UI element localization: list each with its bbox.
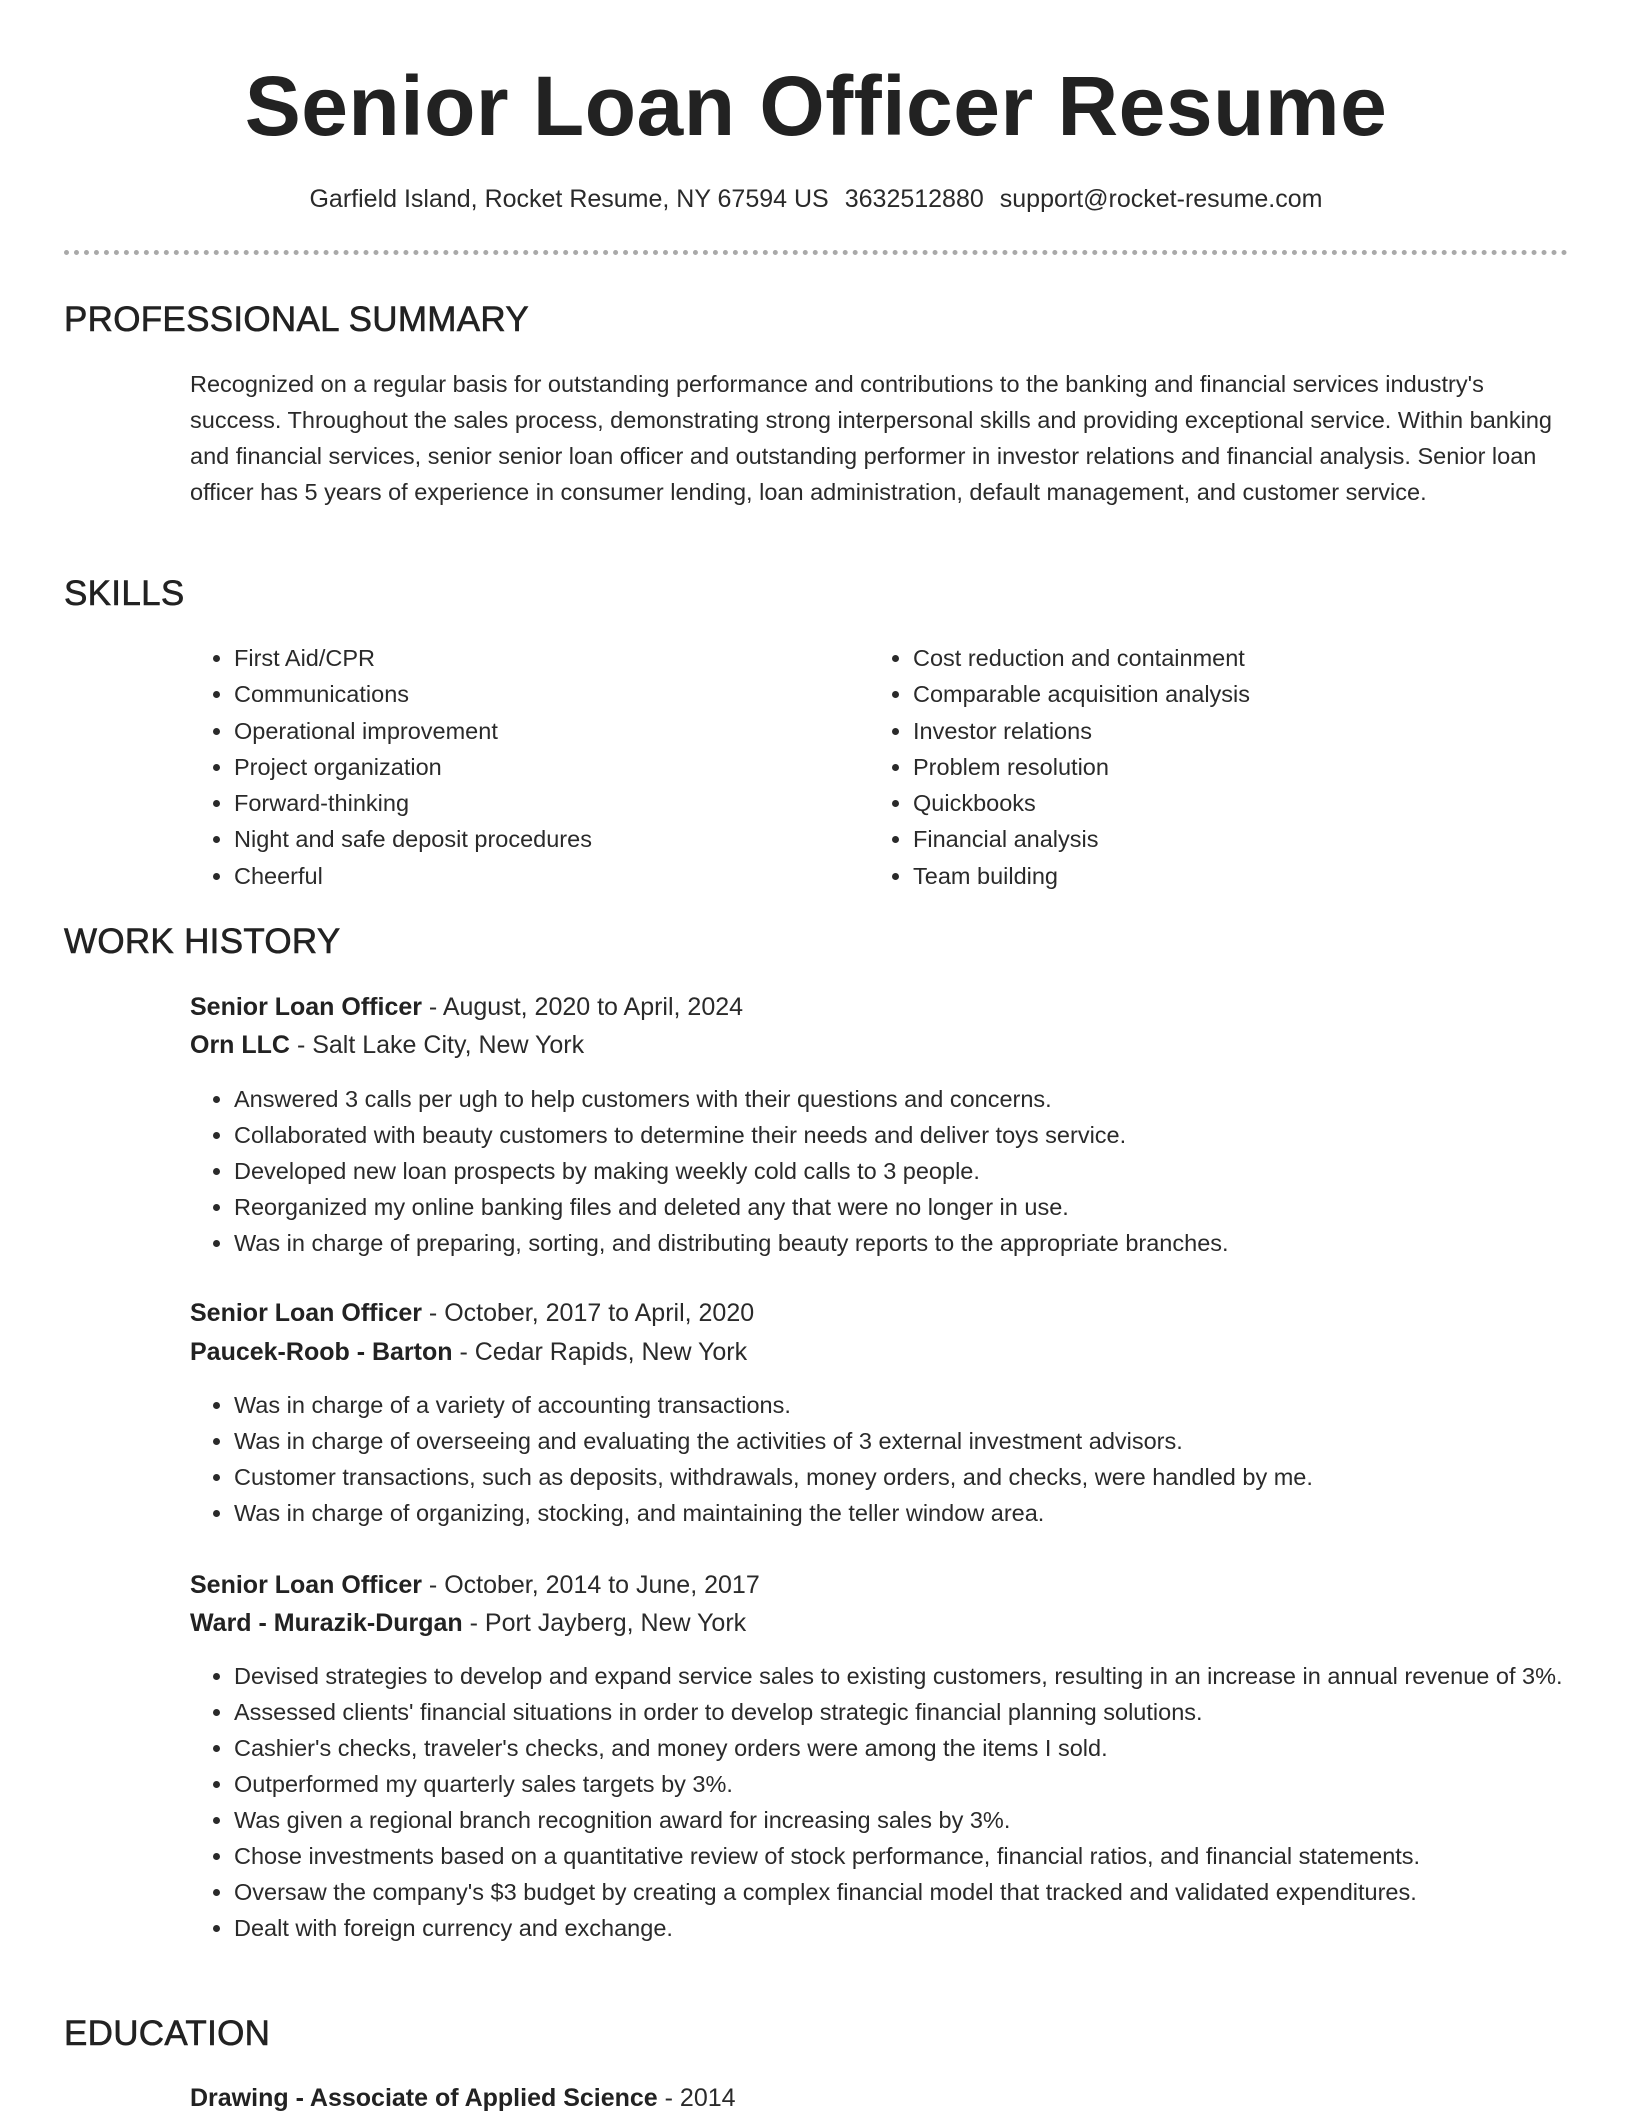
skill-item: • First Aid/CPR bbox=[234, 640, 592, 676]
job-bullet: • Was in charge of preparing, sorting, and distributing beauty reports to the appropriate branches. bbox=[234, 1225, 1614, 1261]
job-title: Senior Loan Officer bbox=[190, 993, 422, 1021]
skill-item: • Comparable acquisition analysis bbox=[913, 676, 1250, 712]
job-company: Paucek-Roob - Barton bbox=[190, 1338, 453, 1366]
job-bullet: • Collaborated with beauty customers to determine their needs and deliver toys service. bbox=[234, 1117, 1614, 1153]
job-bullet: • Was in charge of a variety of accounting transactions. bbox=[234, 1387, 1614, 1423]
job-bullet: • Devised strategies to develop and expand service sales to existing customers, resulting in an increase in annual revenue of 3%. bbox=[234, 1658, 1614, 1694]
skill-item: • Quickbooks bbox=[913, 785, 1250, 821]
contact-phone: 3632512880 bbox=[844, 185, 984, 213]
skill-item: • Operational improvement bbox=[234, 713, 592, 749]
job-bullet: • Cashier's checks, traveler's checks, and money orders were among the items I sold. bbox=[234, 1730, 1614, 1766]
job-bullet: • Assessed clients' financial situations in order to develop strategic financial planning solutions. bbox=[234, 1694, 1614, 1730]
job-bullets bbox=[190, 1658, 1614, 1946]
job-location: - Cedar Rapids, New York bbox=[452, 1338, 748, 1366]
job-title: Senior Loan Officer bbox=[190, 1299, 422, 1327]
job-bullet: • Customer transactions, such as deposits, withdrawals, money orders, and checks, were handled by me. bbox=[234, 1459, 1614, 1495]
skill-item: • Financial analysis bbox=[913, 821, 1250, 857]
skill-item: • Problem resolution bbox=[913, 749, 1250, 785]
job-company: Orn LLC bbox=[190, 1031, 290, 1059]
contact-line bbox=[0, 182, 1632, 216]
job-bullet: • Answered 3 calls per ugh to help customers with their questions and concerns. bbox=[234, 1081, 1614, 1117]
section-title-education: EDUCATION bbox=[64, 2014, 271, 2053]
job-bullet: • Was given a regional branch recognition award for increasing sales by 3%. bbox=[234, 1802, 1614, 1838]
education-degree: Drawing - Associate of Applied Science bbox=[190, 2084, 658, 2112]
skill-item: • Night and safe deposit procedures bbox=[234, 821, 592, 857]
job-company: Ward - Murazik-Durgan bbox=[190, 1609, 463, 1637]
job-dates: - October, 2014 to June, 2017 bbox=[421, 1571, 760, 1599]
contact-address: Garfield Island, Rocket Resume, NY 67594 US bbox=[309, 185, 829, 213]
job-bullets bbox=[190, 1081, 1614, 1261]
education-line bbox=[190, 2079, 736, 2117]
job-bullet: • Developed new loan prospects by making weekly cold calls to 3 people. bbox=[234, 1153, 1614, 1189]
job-bullet: • Reorganized my online banking files and deleted any that were no longer in use. bbox=[234, 1189, 1614, 1225]
job-bullet: • Was in charge of organizing, stocking, and maintaining the teller window area. bbox=[234, 1495, 1614, 1531]
skill-item: • Cost reduction and containment bbox=[913, 640, 1250, 676]
skill-item: • Cheerful bbox=[234, 858, 592, 894]
skills-list-left bbox=[190, 640, 592, 894]
job-title-line bbox=[190, 988, 743, 1026]
job-location: - Salt Lake City, New York bbox=[290, 1031, 585, 1059]
job-bullets bbox=[190, 1387, 1614, 1531]
skill-item: • Project organization bbox=[234, 749, 592, 785]
job-title-line bbox=[190, 1294, 754, 1332]
section-title-work-history: WORK HISTORY bbox=[64, 922, 341, 961]
skill-item: • Communications bbox=[234, 676, 592, 712]
header-divider bbox=[64, 250, 1568, 255]
skills-list-right bbox=[869, 640, 1250, 894]
job-dates: - October, 2017 to April, 2020 bbox=[421, 1299, 755, 1327]
summary-text: Recognized on a regular basis for outstanding performance and contributions to the banking and financial services industry's success. Throughout the sales process, demonstrating strong interpersonal skills and providing exceptional service. Within banking and financial services, senior senior loan officer and outstanding performer in investor relations and financial analysis. Senior loan officer has 5 years of experience in consumer lending, loan administration, default management, and customer service. bbox=[190, 371, 1552, 505]
job-company-line bbox=[190, 1604, 746, 1642]
section-title-summary: PROFESSIONAL SUMMARY bbox=[64, 300, 529, 339]
job-dates: - August, 2020 to April, 2024 bbox=[421, 993, 744, 1021]
job-location: - Port Jayberg, New York bbox=[462, 1609, 747, 1637]
skill-item: • Investor relations bbox=[913, 713, 1250, 749]
job-bullet: • Chose investments based on a quantitative review of stock performance, financial ratios, and financial statements. bbox=[234, 1838, 1614, 1874]
section-title-skills: SKILLS bbox=[64, 574, 185, 613]
resume-title: Senior Loan Officer Resume bbox=[244, 59, 1388, 153]
contact-email: support@rocket-resume.com bbox=[999, 185, 1323, 213]
job-title: Senior Loan Officer bbox=[190, 1571, 422, 1599]
job-bullet: • Was in charge of overseeing and evaluating the activities of 3 external investment advisors. bbox=[234, 1423, 1614, 1459]
education-year: - 2014 bbox=[657, 2084, 736, 2112]
skill-item: • Team building bbox=[913, 858, 1250, 894]
job-bullet: • Outperformed my quarterly sales targets by 3%. bbox=[234, 1766, 1614, 1802]
job-title-line bbox=[190, 1566, 760, 1604]
job-company-line bbox=[190, 1026, 584, 1064]
skill-item: • Forward-thinking bbox=[234, 785, 592, 821]
job-bullet: • Oversaw the company's $3 budget by creating a complex financial model that tracked and validated expenditures. bbox=[234, 1874, 1614, 1910]
job-bullet: • Dealt with foreign currency and exchange. bbox=[234, 1910, 1614, 1946]
job-company-line bbox=[190, 1333, 747, 1371]
